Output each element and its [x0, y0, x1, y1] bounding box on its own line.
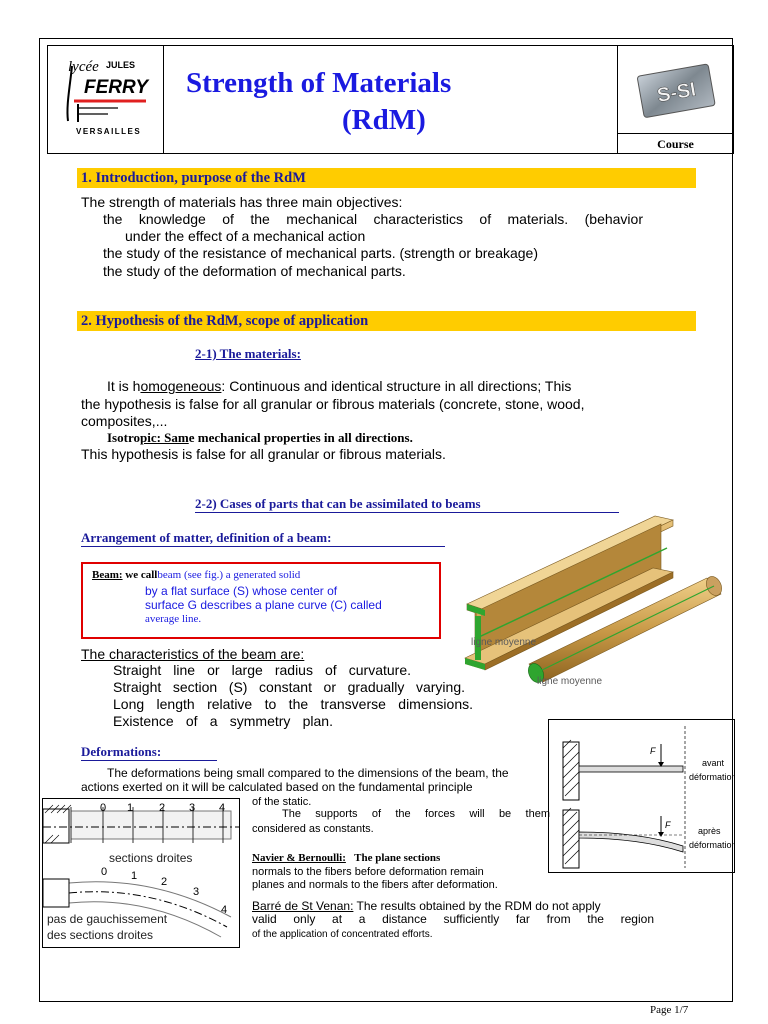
section2-heading: 2. Hypothesis of the RdM, scope of application: [77, 311, 696, 331]
label-avant-def: déformation: [689, 772, 734, 782]
title-line1: Strength of Materials: [186, 67, 452, 99]
course-label: Course: [657, 137, 694, 151]
section1-bullet-3: the study of the deformation of mechanical parts.: [103, 263, 406, 279]
beam-def-line3: surface G describes a plane curve (C) called: [145, 598, 382, 612]
fig-num-bot-0: 0: [101, 866, 108, 878]
homogeneous-line2: the hypothesis is false for all granular or fibrous materials (concrete, stone, wood,: [81, 396, 585, 412]
logo-line4: VERSAILLES: [76, 127, 142, 136]
fig-num-top-1: 1: [127, 802, 134, 814]
fig-num-bot-1: 1: [131, 870, 138, 882]
beam-def-line1: Beam: we callbeam (see fig.) a generated solid: [92, 569, 301, 581]
char-item-2: Straight section (S) constant or gradually varying.: [113, 679, 465, 695]
deform-line5: considered as constants.: [252, 823, 374, 835]
fig-ligne-moyenne-1: ligne moyenne: [471, 637, 537, 648]
fig-num-top-4: 4: [219, 802, 226, 814]
deform-line2: actions exerted on it will be calculated based on the fundamental principle: [81, 780, 473, 794]
navier-line2: normals to the fibers before deformation remain: [252, 866, 484, 878]
char-item-4: Existence of a symmetry plan.: [113, 713, 333, 729]
sub-materials: 2-1) The materials:: [195, 346, 301, 361]
label-avant: avant: [702, 758, 725, 768]
label-apres: après: [698, 826, 721, 836]
char-item-1: Straight line or large radius of curvature.: [113, 662, 411, 678]
homogeneous-line3: composites,...: [81, 413, 168, 429]
sub-beams: 2-2) Cases of parts that can be assimilated to beams: [195, 496, 619, 513]
section1-heading: 1. Introduction, purpose of the RdM: [77, 168, 696, 188]
logo-line2: JULES: [106, 60, 136, 70]
section1-intro: The strength of materials has three main objectives:: [81, 194, 403, 210]
deform-line3: of the static.: [252, 796, 312, 808]
arrangement-heading: Arrangement of matter, definition of a beam:: [81, 530, 445, 547]
logo-line1: lycée: [68, 59, 99, 75]
section1-bullet-1-cont: under the effect of a mechanical action: [125, 228, 366, 244]
fig-label-sections: sections droites: [109, 851, 193, 865]
deform-line4: The supports of the forces will be them: [282, 808, 550, 820]
isotropic-line2: This hypothesis is false for all granular or fibrous materials.: [81, 446, 446, 462]
ssi-badge-text: S-SI: [655, 78, 698, 107]
logo-line3: FERRY: [84, 77, 149, 98]
page-number: Page 1/7: [650, 1004, 689, 1016]
fig-num-bot-2: 2: [161, 876, 168, 888]
barre-line2: valid only at a distance sufficiently far from the region: [252, 912, 654, 926]
fig-ligne-moyenne-2: ligne moyenne: [537, 676, 603, 687]
barre-line3: of the application of concentrated efforts.: [252, 929, 433, 940]
deformation-figure: [548, 719, 735, 873]
barre-line1: Barré de St Venan: The results obtained by the RDM do not apply: [252, 899, 601, 913]
beam-def-line4: average line.: [145, 613, 202, 625]
force-label-1: F: [650, 746, 656, 756]
fig-num-top-0: 0: [100, 802, 107, 814]
force-label-2: F: [665, 820, 671, 830]
fig-num-bot-3: 3: [193, 886, 200, 898]
char-item-3: Long length relative to the transverse dimensions.: [113, 696, 473, 712]
beam-def-line2: by a flat surface (S) whose center of: [145, 584, 338, 598]
fig-num-top-2: 2: [159, 802, 166, 814]
fig-num-bot-4: 4: [221, 904, 228, 916]
deformations-heading: Deformations:: [81, 744, 217, 761]
fig-label-pas: pas de gauchissement: [47, 912, 168, 926]
label-apres-def: déformation: [689, 840, 734, 850]
title-line2: (RdM): [342, 104, 426, 136]
homogeneous-line: It is homogeneous: Continuous and identical structure in all directions; This: [107, 378, 572, 394]
fig-label-des: des sections droites: [47, 928, 154, 942]
deform-line1: The deformations being small compared to the dimensions of the beam, the: [107, 766, 509, 780]
fig-num-top-3: 3: [189, 802, 196, 814]
sections-droites-figure: [42, 798, 240, 948]
navier-line1: Navier & Bernoulli: The plane sections: [252, 852, 441, 864]
section1-bullet-1: the knowledge of the mechanical characteristics of materials. (behavior: [103, 211, 643, 227]
characteristics-title: The characteristics of the beam are:: [81, 646, 305, 662]
isotropic-line: Isotropic: Same mechanical properties in all directions.: [107, 430, 413, 445]
school-logo: [48, 46, 164, 153]
section1-bullet-2: the study of the resistance of mechanical parts. (strength or breakage): [103, 245, 539, 261]
navier-line3: planes and normals to the fibers after deformation.: [252, 879, 498, 891]
beam-illustration: [455, 512, 735, 692]
